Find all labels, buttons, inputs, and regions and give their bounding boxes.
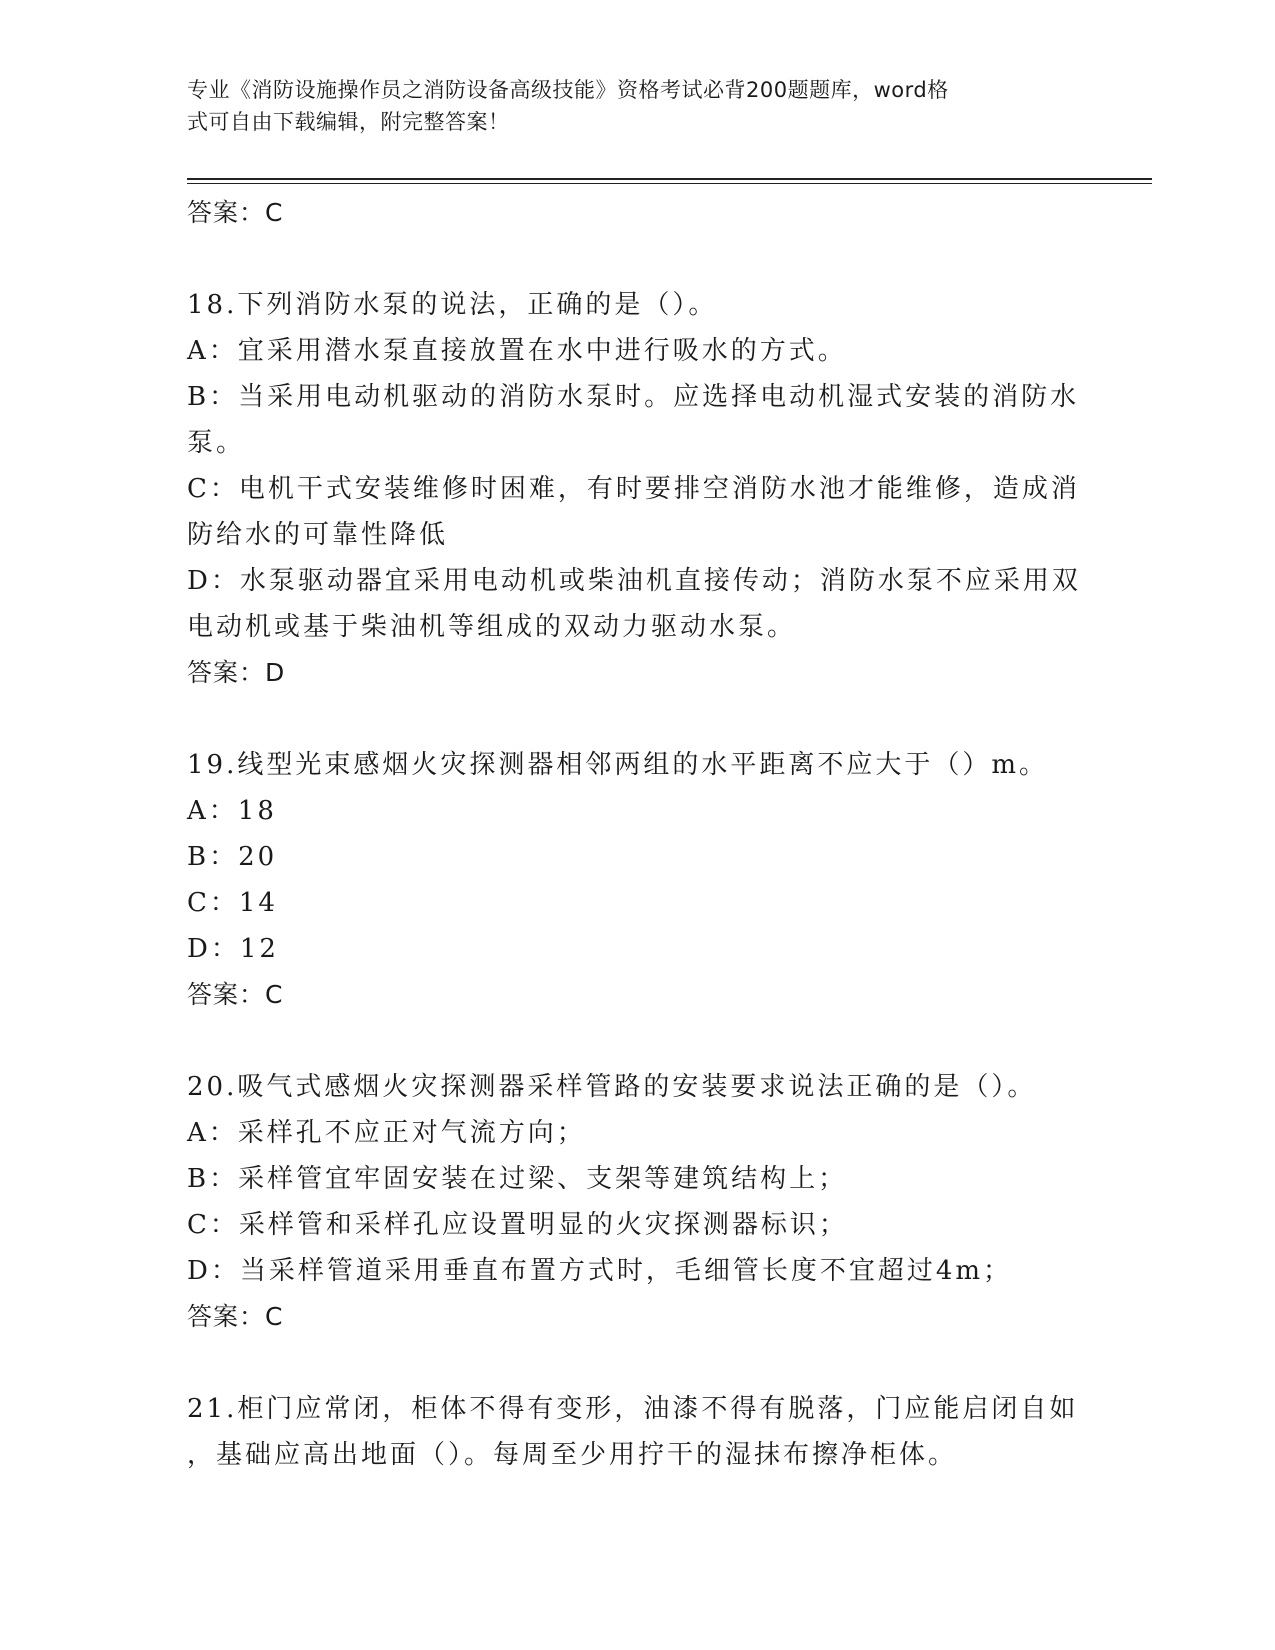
option-c: C：电机干式安装维修时困难，有时要排空消防水池才能维修，造成消 bbox=[187, 474, 1080, 504]
question-stem: 21.柜门应常闭，柜体不得有变形，油漆不得有脱落，门应能启闭自如 bbox=[187, 1394, 1079, 1424]
option-a: A：采样孔不应正对气流方向； bbox=[187, 1118, 586, 1148]
option-c-continued: 防给水的可靠性降低 bbox=[187, 520, 449, 550]
question-stem: 19.线型光束感烟火灾探测器相邻两组的水平距离不应大于（）m。 bbox=[187, 750, 1049, 780]
option-a: A：18 bbox=[187, 796, 277, 826]
answer: 答案：D bbox=[187, 658, 286, 687]
question-list bbox=[187, 190, 1087, 1478]
option-b-continued: 泵。 bbox=[187, 428, 246, 458]
header-rule-thick bbox=[187, 178, 1152, 180]
header-line-2: 式可自由下载编辑，附完整答案！ bbox=[187, 110, 510, 134]
option-c: C：14 bbox=[187, 888, 278, 918]
question-21 bbox=[187, 1386, 1087, 1478]
question-stem: 18.下列消防水泵的说法，正确的是（）。 bbox=[187, 290, 718, 320]
answer: 答案：C bbox=[187, 980, 284, 1009]
option-d: D：水泵驱动器宜采用电动机或柴油机直接传动；消防水泵不应采用双 bbox=[187, 566, 1081, 596]
answer: 答案：C bbox=[187, 1302, 284, 1331]
option-b: B：采样管宜牢固安装在过梁、支架等建筑结构上； bbox=[187, 1164, 848, 1194]
option-b: B：当采用电动机驱动的消防水泵时。应选择电动机湿式安装的消防水 bbox=[187, 382, 1080, 412]
question-stem-continued: ，基础应高出地面（）。每周至少用拧干的湿抹布擦净柜体。 bbox=[187, 1440, 958, 1470]
option-d: D：当采样管道采用垂直布置方式时，毛细管长度不宜超过4m； bbox=[187, 1256, 1013, 1286]
previous-answer: 答案：C bbox=[187, 198, 284, 227]
option-d: D：12 bbox=[187, 934, 279, 964]
option-d-continued: 电动机或基于柴油机等组成的双动力驱动水泵。 bbox=[187, 612, 797, 642]
option-b: B：20 bbox=[187, 842, 278, 872]
option-a: A：宜采用潜水泵直接放置在水中进行吸水的方式。 bbox=[187, 336, 847, 366]
option-c: C：采样管和采样孔应设置明显的火灾探测器标识； bbox=[187, 1210, 848, 1240]
question-18 bbox=[187, 282, 1087, 696]
document-header bbox=[187, 74, 1067, 138]
header-rule-thin bbox=[187, 183, 1152, 184]
header-line-1: 专业《消防设施操作员之消防设备高级技能》资格考试必背200题题库，word格 bbox=[187, 78, 949, 102]
question-19 bbox=[187, 742, 1087, 1018]
question-20 bbox=[187, 1064, 1087, 1340]
question-stem: 20.吸气式感烟火灾探测器采样管路的安装要求说法正确的是（）。 bbox=[187, 1072, 1037, 1102]
